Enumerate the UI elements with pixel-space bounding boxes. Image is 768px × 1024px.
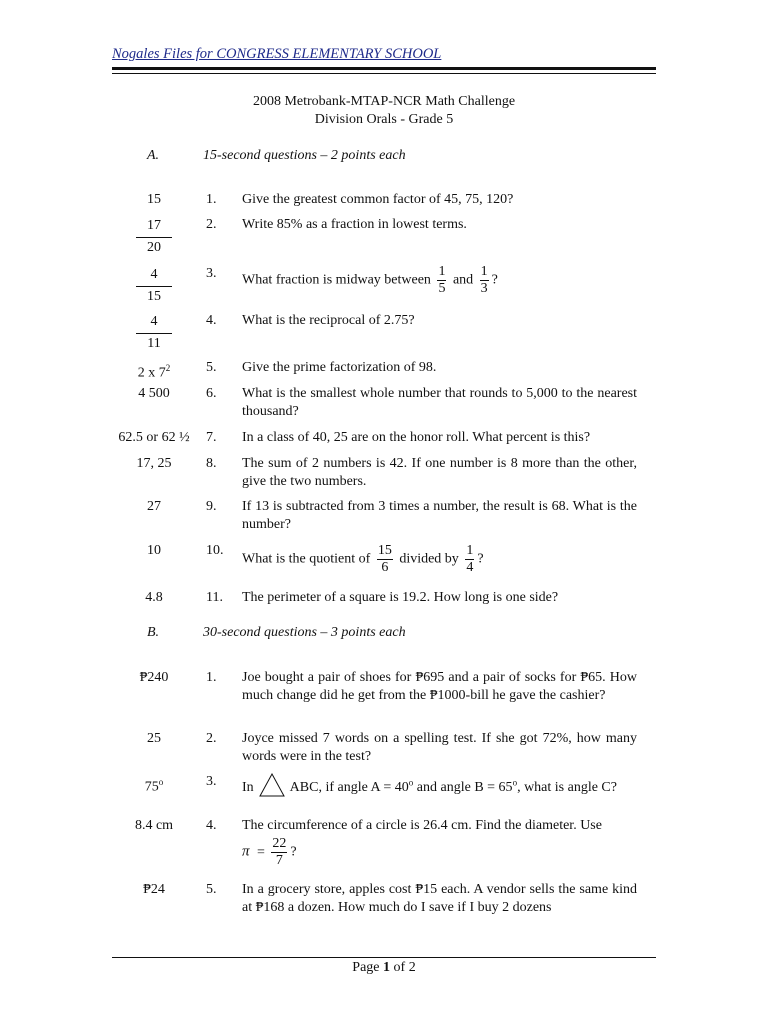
answer-a4-denominator: 11 — [136, 333, 172, 353]
question-b3-text: ABC, if angle A = 40 — [289, 779, 409, 795]
footer-rule — [112, 957, 656, 958]
question-a7: In a class of 40, 25 are on the honor roll. What percent is this? — [242, 430, 591, 445]
question-a10-fraction-1 — [377, 543, 393, 576]
page-total: 2 — [408, 960, 416, 975]
question-b3 — [242, 773, 637, 803]
section-a-title: 15-second questions – 2 points each — [203, 148, 406, 163]
header-rule-thick — [112, 67, 656, 70]
question-number-a7: 7. — [206, 430, 217, 445]
page-current: 1 — [383, 960, 391, 975]
equals-sign: = — [257, 844, 265, 860]
question-number-b4: 4. — [206, 818, 217, 833]
fraction-denominator: 6 — [377, 559, 393, 576]
question-a8: The sum of 2 numbers is 42. If one number is 8 more than the other, give the two numbers. — [242, 456, 637, 489]
fraction-denominator: 7 — [271, 852, 287, 869]
question-b5: In a grocery store, apples cost ₱15 each. A vendor sells the same kind at ₱168 a dozen. How much do I save if I buy 2 dozens — [242, 882, 637, 915]
question-a1: Give the greatest common factor of 45, 75, 120? — [242, 192, 514, 207]
question-number-a8: 8. — [206, 456, 217, 471]
question-a6: What is the smallest whole number that rounds to 5,000 to the nearest thousand? — [242, 386, 637, 419]
question-b4: The circumference of a circle is 26.4 cm. Find the diameter. Use — [242, 818, 602, 833]
answer-a5 — [112, 359, 196, 383]
question-a3-mark: ? — [491, 272, 498, 288]
question-number-a9: 9. — [206, 499, 217, 514]
answer-b5: ₱24 — [143, 882, 165, 897]
answer-a2-numerator: 17 — [147, 218, 161, 233]
section-b-letter: B. — [147, 625, 160, 640]
question-a10-mark: ? — [477, 551, 484, 567]
question-a3 — [242, 264, 637, 297]
question-b3-in: In — [242, 779, 254, 795]
fraction-denominator: 5 — [438, 281, 446, 296]
page-prefix: Page — [352, 960, 384, 975]
answer-a3-numerator: 4 — [150, 267, 158, 282]
question-a3-fraction-1 — [437, 264, 446, 297]
question-a9: If 13 is subtracted from 3 times a number, the result is 68. What is the number? — [242, 499, 637, 532]
answer-b3-base: 75 — [144, 779, 159, 795]
question-b2: Joyce missed 7 words on a spelling test. If she got 72%, how many words were in the test? — [242, 731, 637, 764]
question-a10-fraction-2 — [465, 543, 474, 576]
question-a2: Write 85% as a fraction in lowest terms. — [242, 217, 467, 232]
fraction-denominator: 4 — [466, 560, 474, 575]
question-number-a10: 10. — [206, 543, 224, 558]
answer-a4-numerator: 4 — [150, 314, 158, 329]
question-a4: What is the reciprocal of 2.75? — [242, 313, 415, 328]
fraction-numerator: 1 — [466, 543, 474, 558]
section-b-title: 30-second questions – 3 points each — [203, 625, 406, 640]
header-title: Nogales Files for CONGRESS ELEMENTARY SCHOOL — [112, 46, 442, 62]
question-a3-fraction-2 — [480, 264, 489, 297]
question-number-a6: 6. — [206, 386, 217, 401]
question-number-a2: 2. — [206, 217, 217, 232]
degree-mark: o — [512, 777, 518, 788]
answer-a3-denominator: 15 — [136, 286, 172, 306]
answer-b1: ₱240 — [139, 670, 169, 685]
triangle-icon — [259, 773, 285, 803]
page-separator: of — [390, 960, 409, 975]
answer-a3-fraction — [136, 265, 172, 306]
answer-b3 — [112, 773, 196, 797]
question-b3-mid: and angle B = 65 — [413, 779, 513, 795]
section-a-letter: A. — [147, 148, 160, 163]
question-number-a5: 5. — [206, 360, 217, 375]
answer-b2: 25 — [147, 731, 161, 746]
doc-subtitle: Division Orals - Grade 5 — [314, 112, 454, 127]
question-b1: Joe bought a pair of shoes for ₱695 and a pair of socks for ₱65. How much change did he get from the ₱1000-bill he gave the cashier? — [242, 670, 637, 703]
question-number-b3: 3. — [206, 774, 217, 789]
page-number — [112, 960, 656, 976]
question-number-b2: 2. — [206, 731, 217, 746]
question-a10 — [242, 543, 637, 576]
fraction-numerator: 1 — [438, 264, 446, 279]
question-number-b5: 5. — [206, 882, 217, 897]
degree-mark: o — [408, 777, 414, 788]
header-rule-thin — [112, 73, 656, 74]
answer-b4: 8.4 cm — [134, 818, 174, 833]
doc-title: 2008 Metrobank-MTAP-NCR Math Challenge — [252, 94, 516, 109]
question-a10-divided-by: divided by — [399, 551, 459, 567]
question-b3-end: , what is angle C? — [517, 779, 617, 795]
question-a3-and: and — [452, 272, 474, 288]
fraction-numerator: 22 — [272, 836, 287, 851]
pi-symbol: π — [242, 843, 250, 860]
answer-a8: 17, 25 — [136, 456, 172, 471]
answer-a2-fraction — [136, 216, 172, 257]
answer-b3-degree: o — [158, 777, 164, 787]
question-number-a4: 4. — [206, 313, 217, 328]
question-b4-fraction — [271, 836, 287, 869]
answer-a1: 15 — [147, 192, 161, 207]
answer-a10: 10 — [147, 543, 161, 558]
question-a5: Give the prime factorization of 98. — [242, 360, 437, 375]
question-number-b1: 1. — [206, 670, 217, 685]
question-number-a11: 11. — [206, 590, 223, 605]
question-number-a1: 1. — [206, 192, 217, 207]
question-a3-text: What fraction is midway between — [242, 272, 431, 288]
fraction-numerator: 1 — [480, 264, 488, 279]
fraction-denominator: 3 — [480, 281, 488, 296]
answer-a4-fraction — [136, 312, 172, 353]
question-a10-text: What is the quotient of — [242, 551, 371, 567]
answer-a9: 27 — [147, 499, 161, 514]
answer-a7: 62.5 or 62 ½ — [118, 430, 190, 445]
answer-a6: 4 500 — [138, 386, 170, 401]
question-a11: The perimeter of a square is 19.2. How long is one side? — [242, 590, 559, 605]
answer-a2-denominator: 20 — [136, 237, 172, 257]
question-b4-formula — [242, 836, 297, 869]
answer-a5-base: 2 x 7 — [137, 365, 166, 381]
question-b4-mark: ? — [290, 844, 297, 860]
answer-a11: 4.8 — [145, 590, 163, 605]
answer-a5-exponent: 2 — [165, 363, 171, 373]
fraction-numerator: 15 — [377, 543, 392, 558]
question-number-a3: 3. — [206, 266, 217, 281]
